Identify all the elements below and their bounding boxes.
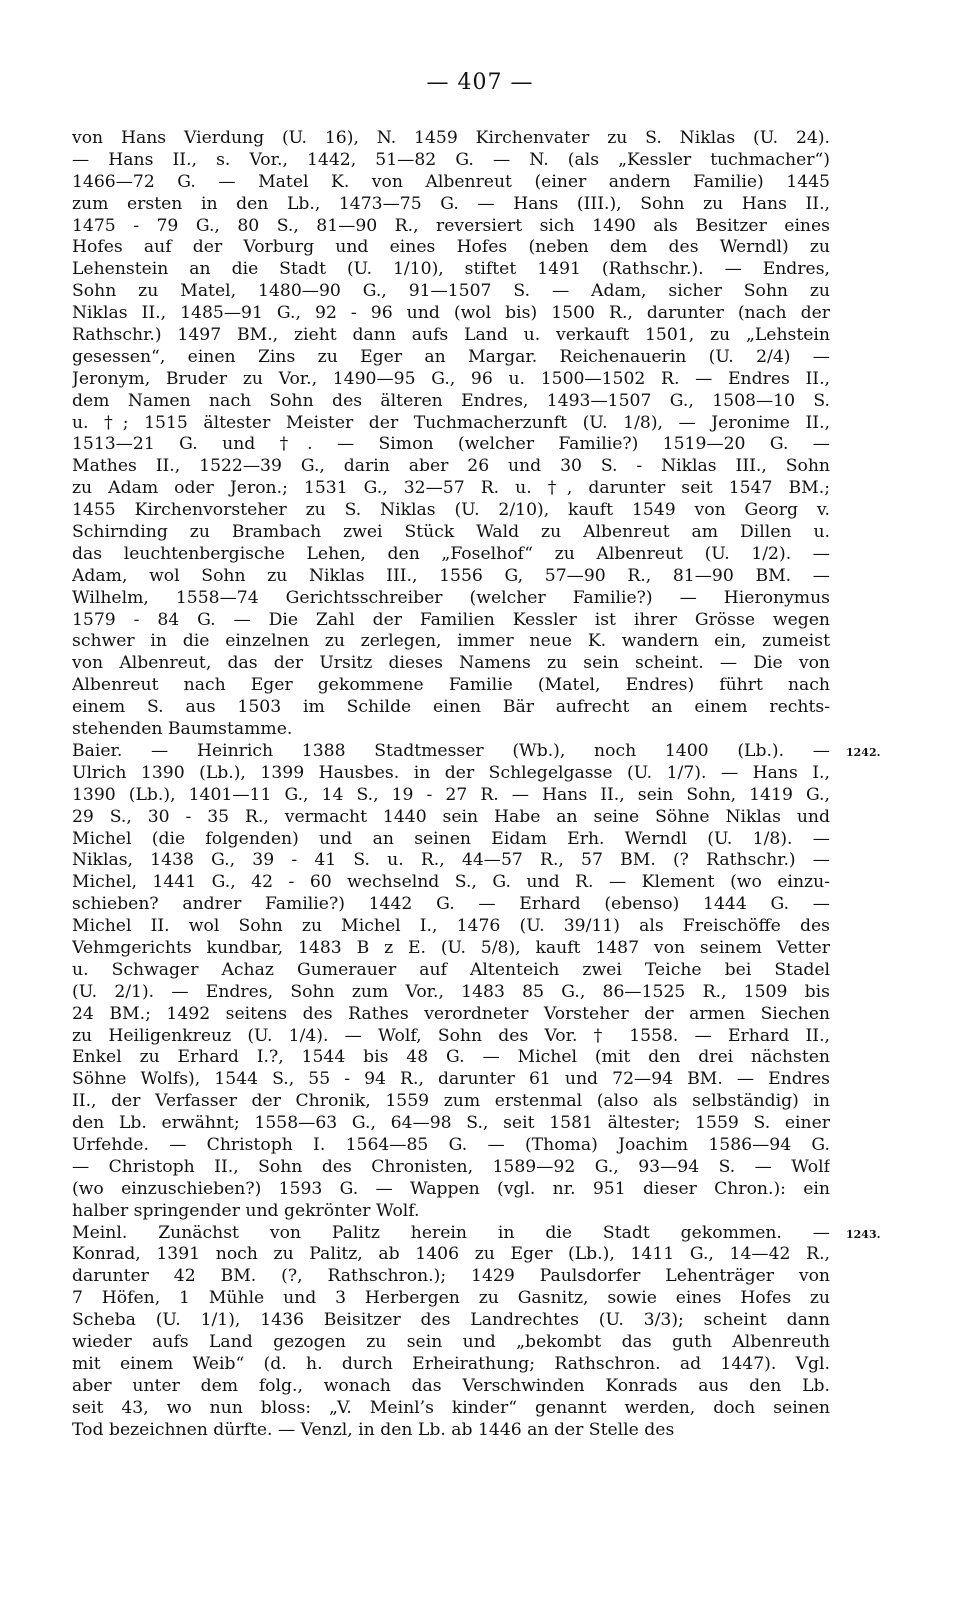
- text-line: 1513—21 G. und †. — Simon (welcher Familie?) 1519—20 G. —: [72, 434, 830, 455]
- text-line: stehenden Baumstamme.: [72, 719, 293, 740]
- text-line: Albenreut nach Eger gekommene Familie (Matel, Endres) führt nach: [72, 675, 830, 696]
- text-line: Enkel zu Erhard I.?, 1544 bis 48 G. — Michel (mit den drei nächsten: [72, 1047, 830, 1068]
- text-line: mit einem Weib“ (d. h. durch Erheirathung; Rathschron. ad 1447). Vgl.: [72, 1353, 830, 1374]
- text-line: Baier. — Heinrich 1388 Stadtmesser (Wb.), noch 1400 (Lb.). —: [72, 740, 830, 761]
- text-line: — Hans II., s. Vor., 1442, 51—82 G. — N. (als „Kessler tuchmacher“): [72, 149, 830, 170]
- text-line: Niklas, 1438 G., 39 - 41 S. u. R., 44—57 R., 57 BM. (? Rathschr.) —: [72, 850, 830, 871]
- text-line: (U. 2/1). — Endres, Sohn zum Vor., 1483 85 G., 86—1525 R., 1509 bis: [72, 981, 830, 1002]
- text-line: Tod bezeichnen dürfte. — Venzl, in den Lb. ab 1446 an der Stelle des: [72, 1419, 675, 1440]
- text-line: 1466—72 G. — Matel K. von Albenreut (einer andern Familie) 1445: [72, 171, 830, 192]
- text-line: von Hans Vierdung (U. 16), N. 1459 Kirchenvater zu S. Niklas (U. 24).: [72, 128, 830, 148]
- page-number: — 407 —: [426, 70, 534, 95]
- text-line: II., der Verfasser der Chronik, 1559 zum erstenmal (also als selbständig) in: [72, 1091, 830, 1112]
- text-line: zu Adam oder Jeron.; 1531 G., 32—57 R. u. †, darunter seit 1547 BM.;: [72, 478, 830, 499]
- text-line: Niklas II., 1485—91 G., 92 - 96 und (wol bis) 1500 R., darunter (nach der: [72, 303, 830, 324]
- text-line: — Christoph II., Sohn des Chronisten, 1589—92 G., 93—94 S. — Wolf: [72, 1156, 830, 1177]
- text-line: Mathes II., 1522—39 G., darin aber 26 und 30 S. - Niklas III., Sohn: [72, 456, 830, 477]
- text-line: Wilhelm, 1558—74 Gerichtsschreiber (welcher Familie?) — Hieronymus: [72, 587, 830, 608]
- text-line: Scheba (U. 1/1), 1436 Beisitzer des Landrechtes (U. 3/3); scheint dann: [72, 1310, 830, 1331]
- text-line: aber unter dem folg., wonach das Verschwinden Konrads aus den Lb.: [72, 1375, 830, 1396]
- text-line: darunter 42 BM. (?, Rathschron.); 1429 Paulsdorfer Lehenträger von: [72, 1266, 830, 1287]
- text-line: einem S. aus 1503 im Schilde einen Bär aufrecht an einem rechts-: [72, 697, 830, 718]
- margin-entry-number: 1243.: [846, 1228, 881, 1241]
- text-line: Schirnding zu Brambach zwei Stück Wald zu Albenreut am Dillen u.: [72, 522, 830, 543]
- text-line: den Lb. erwähnt; 1558—63 G., 64—98 S., seit 1581 ältester; 1559 S. einer: [72, 1113, 830, 1134]
- margin-entry-number: 1242.: [846, 746, 881, 760]
- text-line: Lehenstein an die Stadt (U. 1/10), stiftet 1491 (Rathschr.). — Endres,: [72, 259, 830, 280]
- text-line: Adam, wol Sohn zu Niklas III., 1556 G, 57—90 R., 81—90 BM. —: [72, 565, 830, 586]
- text-line: Rathschr.) 1497 BM., zieht dann aufs Land u. verkauft 1501, zu „Lehstein: [72, 325, 830, 346]
- text-line: Vehmgerichts kundbar, 1483 B z E. (U. 5/8), kauft 1487 von seinem Vetter: [72, 937, 830, 958]
- text-line: Hofes auf der Vorburg und eines Hofes (neben dem des Werndl) zu: [72, 237, 830, 258]
- text-line: u. †; 1515 ältester Meister der Tuchmacherzunft (U. 1/8), — Jeronime II.,: [72, 412, 830, 433]
- text-line: zum ersten in den Lb., 1473—75 G. — Hans (III.), Sohn zu Hans II.,: [72, 193, 830, 214]
- text-line: 29 S., 30 - 35 R., vermacht 1440 sein Habe an seine Söhne Niklas und: [72, 806, 830, 827]
- text-line: (wo einzuschieben?) 1593 G. — Wappen (vgl. nr. 951 dieser Chron.): ein: [72, 1178, 830, 1199]
- text-line: Ulrich 1390 (Lb.), 1399 Hausbes. in der Schlegelgasse (U. 1/7). — Hans I.,: [72, 762, 830, 783]
- text-line: schieben? andrer Familie?) 1442 G. — Erhard (ebenso) 1444 G. —: [72, 894, 830, 915]
- text-line: Sohn zu Matel, 1480—90 G., 91—1507 S. — Adam, sicher Sohn zu: [72, 281, 830, 302]
- text-line: Meinl. Zunächst von Palitz herein in die Stadt gekommen. —: [72, 1222, 830, 1243]
- text-line: 7 Höfen, 1 Mühle und 3 Herbergen zu Gasnitz, sowie eines Hofes zu: [72, 1288, 830, 1309]
- text-line: Jeronym, Bruder zu Vor., 1490—95 G., 96 u. 1500—1502 R. — Endres II.,: [72, 368, 830, 389]
- text-line: wieder aufs Land gezogen zu sein und „bekombt das guth Albenreuth: [72, 1331, 830, 1352]
- text-line: u. Schwager Achaz Gumerauer auf Altenteich zwei Teiche bei Stadel: [72, 959, 830, 980]
- text-line: seit 43, wo nun bloss: „V. Meinl’s kinder“ genannt werden, doch seinen: [72, 1397, 830, 1418]
- text-line: das leuchtenbergische Lehen, den „Foselhof“ zu Albenreut (U. 1/2). —: [72, 543, 830, 564]
- text-line: gesessen“, einen Zins zu Eger an Margar. Reichenauerin (U. 2/4) —: [72, 346, 830, 367]
- text-line: Michel (die folgenden) und an seinen Eidam Erh. Werndl (U. 1/8). —: [72, 828, 830, 849]
- text-line: 1455 Kirchenvorsteher zu S. Niklas (U. 2/10), kauft 1549 von Georg v.: [72, 500, 830, 521]
- text-line: von Albenreut, das der Ursitz dieses Namens zu sein scheint. — Die von: [72, 653, 830, 674]
- text-line: Konrad, 1391 noch zu Palitz, ab 1406 zu Eger (Lb.), 1411 G., 14—42 R.,: [72, 1244, 830, 1265]
- text-line: zu Heiligenkreuz (U. 1/4). — Wolf, Sohn des Vor. † 1558. — Erhard II.,: [72, 1025, 830, 1046]
- text-line: Michel II. wol Sohn zu Michel I., 1476 (U. 39/11) als Freischöffe des: [72, 916, 830, 937]
- body-text: [72, 128, 830, 1441]
- text-line: dem Namen nach Sohn des älteren Endres, 1493—1507 G., 1508—10 S.: [72, 390, 830, 411]
- text-line: Michel, 1441 G., 42 - 60 wechselnd S., G. und R. — Klement (wo einzu-: [72, 872, 830, 893]
- text-line: 1390 (Lb.), 1401—11 G., 14 S., 19 - 27 R. — Hans II., sein Sohn, 1419 G.,: [72, 784, 830, 805]
- text-line: halber springender und gekrönter Wolf.: [72, 1200, 420, 1221]
- text-line: schwer in die einzelnen zu zerlegen, immer neue K. wandern ein, zumeist: [72, 631, 830, 652]
- text-line: 1475 - 79 G., 80 S., 81—90 R., reversiert sich 1490 als Besitzer eines: [72, 215, 830, 236]
- text-line: 24 BM.; 1492 seitens des Rathes verordneter Vorsteher der armen Siechen: [72, 1003, 830, 1024]
- text-line: 1579 - 84 G. — Die Zahl der Familien Kessler ist ihrer Grösse wegen: [72, 609, 830, 630]
- text-line: Söhne Wolfs), 1544 S., 55 - 94 R., darunter 61 und 72—94 BM. — Endres: [72, 1069, 830, 1090]
- text-line: Urfehde. — Christoph I. 1564—85 G. — (Thoma) Joachim 1586—94 G.: [72, 1134, 830, 1155]
